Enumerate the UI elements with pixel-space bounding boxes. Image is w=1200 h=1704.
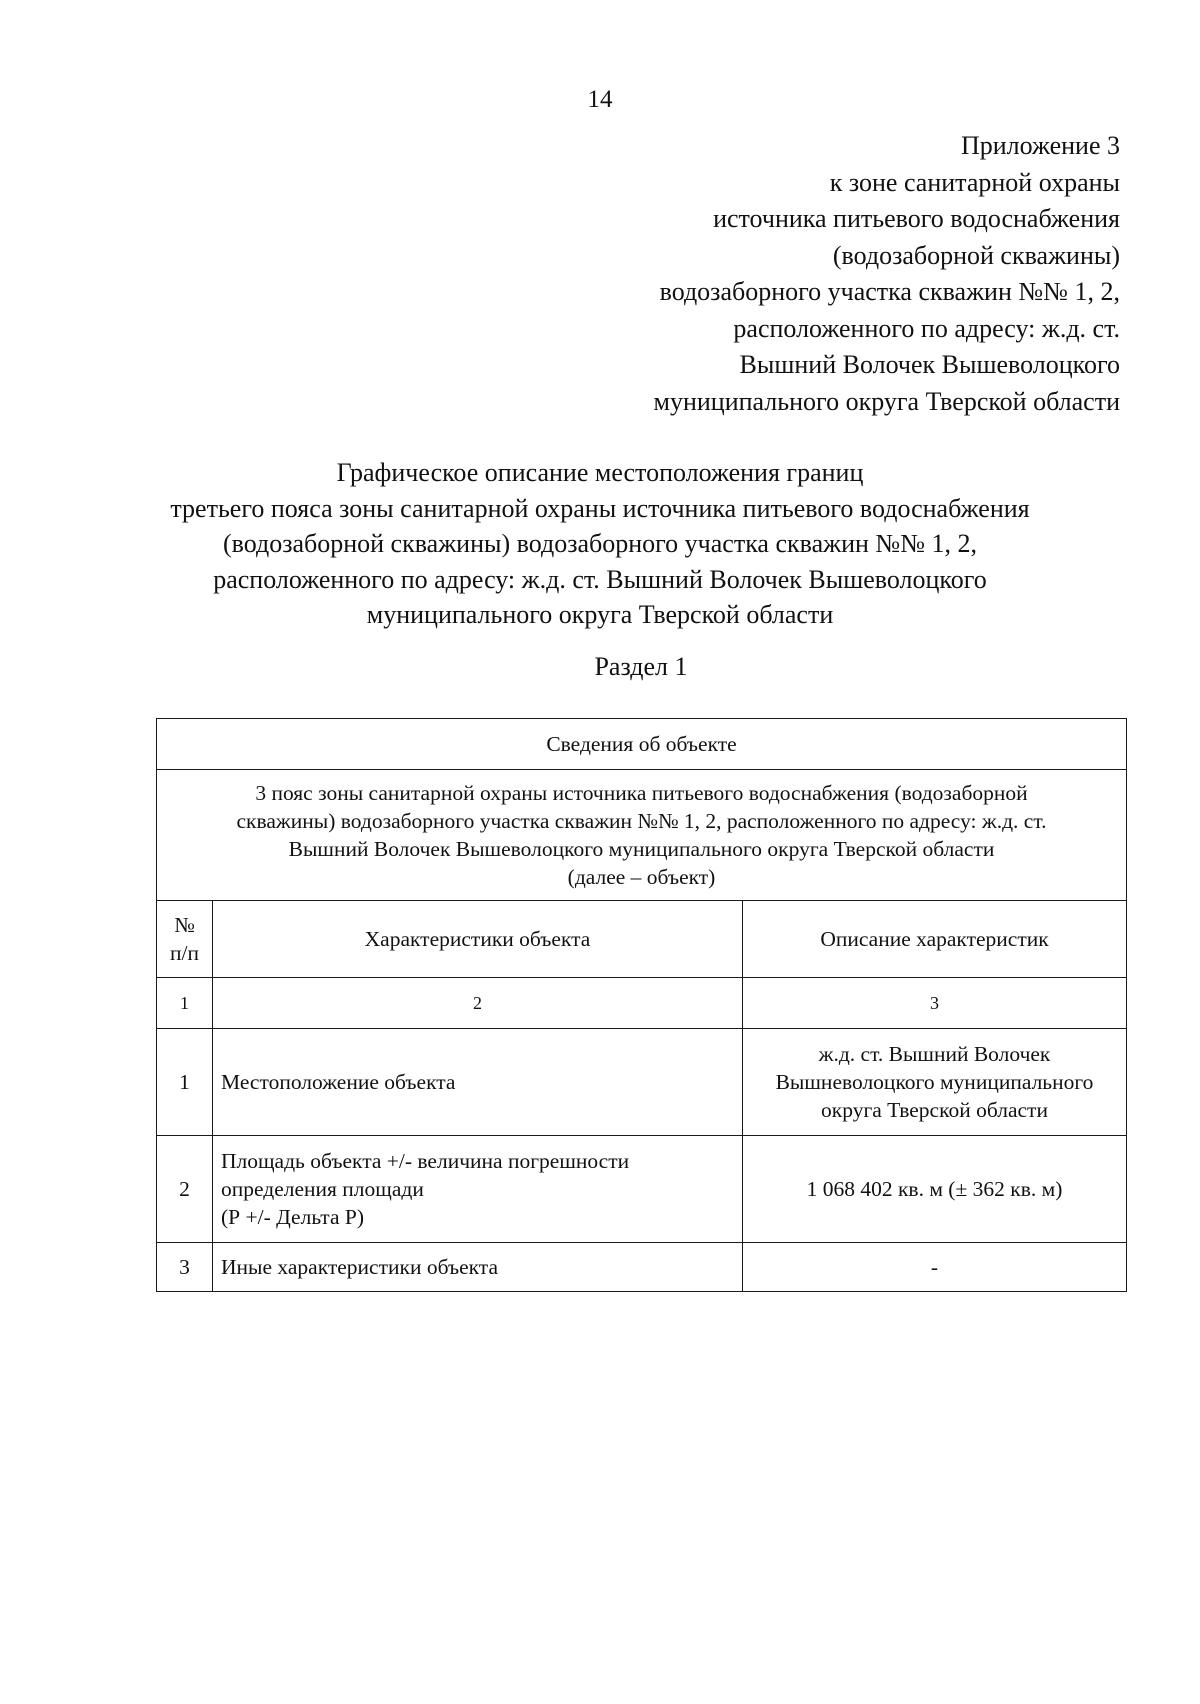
appendix-line: муниципального округа Тверской области <box>653 386 1120 416</box>
appendix-line: расположенного по адресу: ж.д. ст. <box>733 313 1120 343</box>
section-title: Раздел 1 <box>594 652 688 681</box>
description-line: Вышневолоцкого муниципального <box>775 1070 1094 1094</box>
appendix-line: к зоне санитарной охраны <box>829 167 1120 197</box>
row-characteristic <box>213 1243 743 1292</box>
row-description <box>743 1243 1127 1292</box>
column-number: 2 <box>213 978 743 1029</box>
appendix-line: Приложение 3 <box>960 131 1120 160</box>
object-line: 3 пояс зоны санитарной охраны источника питьевого водоснабжения (водозаборной <box>255 781 1028 805</box>
table-row <box>157 1243 1127 1292</box>
object-line: скважины) водозаборного участка скважин №№ 1, 2, расположенного по адресу: ж.д. ст. <box>236 809 1047 833</box>
page-number: 14 <box>587 86 613 113</box>
appendix-block <box>420 128 1120 420</box>
row-characteristic <box>213 1029 743 1136</box>
appendix-line: (водозаборной скважины) <box>832 240 1120 270</box>
object-line: Вышний Волочек Вышеволоцкого муниципального округа Тверской области <box>288 837 995 861</box>
table-header: Сведения об объекте <box>157 719 1127 770</box>
characteristic-line: Иные характеристики объекта <box>221 1255 499 1279</box>
title-line: (водозаборной скважины) водозаборного участка скважин №№ 1, 2, <box>222 529 978 558</box>
characteristic-line: Местоположение объекта <box>221 1070 456 1094</box>
document-title <box>100 455 1100 633</box>
appendix-line: Вышний Волочек Вышеволоцкого <box>739 350 1120 379</box>
title-line: муниципального округа Тверской области <box>366 600 834 629</box>
characteristic-line: определения площади <box>221 1177 424 1201</box>
characteristic-line: (Р +/- Дельта Р) <box>221 1205 365 1229</box>
table-row <box>157 1029 1127 1136</box>
row-characteristic <box>213 1136 743 1243</box>
characteristic-line: Площадь объекта +/- величина погрешности <box>221 1149 630 1173</box>
object-line: (далее – объект) <box>567 865 716 889</box>
description-line: округа Тверской области <box>821 1098 1048 1122</box>
row-description <box>743 1029 1127 1136</box>
title-line: расположенного по адресу: ж.д. ст. Вышний Волочек Вышеволоцкого <box>213 564 987 594</box>
appendix-line: водозаборного участка скважин №№ 1, 2, <box>659 277 1120 306</box>
object-description <box>157 770 1127 901</box>
num-header-line: п/п <box>170 941 199 965</box>
column-header-description: Описание характеристик <box>743 901 1127 978</box>
column-header-characteristics: Характеристики объекта <box>213 901 743 978</box>
row-number: 3 <box>157 1243 213 1292</box>
table-header-row <box>157 719 1127 770</box>
title-line: третьего пояса зоны санитарной охраны источника питьевого водоснабжения <box>170 493 1030 523</box>
appendix-line: источника питьевого водоснабжения <box>713 204 1120 233</box>
column-number: 3 <box>743 978 1127 1029</box>
title-line: Графическое описание местоположения границ <box>336 458 864 487</box>
row-number: 1 <box>157 1029 213 1136</box>
num-header-line: № <box>174 913 195 937</box>
row-number: 2 <box>157 1136 213 1243</box>
column-header-num <box>157 901 213 978</box>
column-header-row <box>157 901 1127 978</box>
description-line: - <box>930 1255 939 1279</box>
object-description-row <box>157 770 1127 901</box>
row-description <box>743 1136 1127 1243</box>
column-number-row <box>157 978 1127 1029</box>
description-line: 1 068 402 кв. м (± 362 кв. м) <box>806 1177 1063 1201</box>
table-row <box>157 1136 1127 1243</box>
object-info-table <box>156 718 1127 1292</box>
column-number: 1 <box>157 978 213 1029</box>
description-line: ж.д. ст. Вышний Волочек <box>818 1042 1051 1066</box>
